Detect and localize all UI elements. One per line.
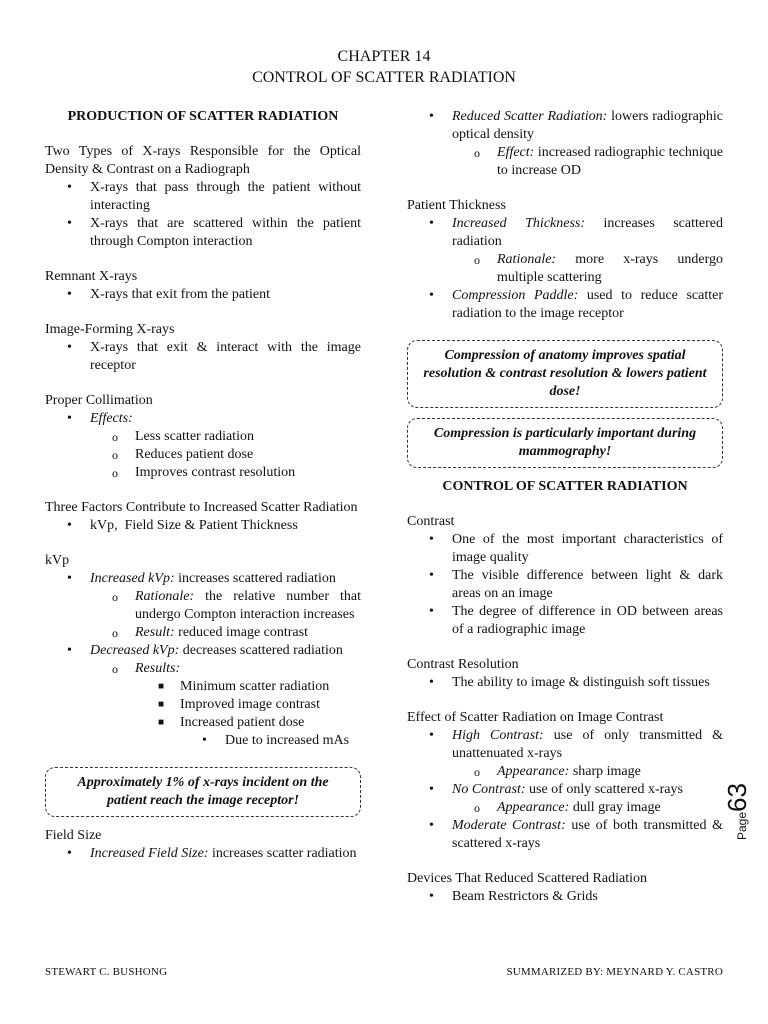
list-item: • Due to increased mAs [202, 733, 350, 748]
list-item: o Effect: increased radiographic technique to increase OD [474, 145, 723, 178]
page-number [722, 783, 752, 840]
list-item: • High Contrast: use of only transmitted & unattenuated x-rays [429, 728, 723, 761]
list-item: • Decreased kVp: decreases scattered radiation [67, 643, 343, 658]
page-header [0, 46, 768, 88]
list-item: • Compression Paddle: used to reduce scatter radiation to the image receptor [429, 288, 723, 321]
collimation-section [45, 392, 361, 482]
list-item: • Increased kVp: increases scattered radiation [67, 571, 336, 586]
list-item: o Result: reduced image contrast [112, 625, 308, 640]
section-heading-control: CONTROL OF SCATTER RADIATION [442, 479, 688, 494]
callout-box-compression: Compression of anatomy improves spatial resolution & contrast resolution & lowers patient dose! [407, 340, 723, 408]
left-column [45, 108, 361, 880]
devices-section [407, 870, 723, 906]
list-item: o Appearance: sharp image [474, 764, 641, 779]
list-item: • Reduced Scatter Radiation: lowers radiographic optical density [429, 109, 723, 142]
section-heading-production: PRODUCTION OF SCATTER RADIATION [67, 109, 339, 124]
right-column [407, 108, 723, 923]
three-factors-title: Three Factors Contribute to Increased Scatter Radiation [45, 500, 358, 515]
scatter-effect-title: Effect of Scatter Radiation on Image Contrast [407, 710, 664, 725]
footer-summarizer: SUMMARIZED BY: MEYNARD Y. CASTRO [506, 966, 723, 978]
collimation-title: Proper Collimation [45, 393, 153, 408]
chapter-title: CONTROL OF SCATTER RADIATION [252, 69, 516, 86]
list-item: • Increased Field Size: increases scatter radiation [67, 846, 357, 861]
callout-box-scatter-fraction: Approximately 1% of x-rays incident on the patient reach the image receptor! [45, 767, 361, 817]
field-size-title: Field Size [45, 828, 102, 843]
remnant-section [45, 268, 361, 304]
list-item: • The ability to image & distinguish soft tissues [429, 675, 710, 690]
list-item: • X-rays that exit from the patient [67, 287, 270, 302]
list-item: • Increased Thickness: increases scattered radiation [429, 216, 723, 249]
list-item: o Results: [112, 661, 181, 676]
list-item: • kVp, Field Size & Patient Thickness [67, 518, 298, 533]
kvp-section [45, 552, 361, 750]
three-factors-section [45, 499, 361, 535]
list-item: • Moderate Contrast: use of both transmitted & scattered x-rays [429, 818, 724, 851]
list-item: • Beam Restrictors & Grids [429, 889, 598, 904]
remnant-title: Remnant X-rays [45, 269, 138, 284]
list-item: • The visible difference between light & dark areas on an image [429, 568, 723, 601]
chapter-number: CHAPTER 14 [337, 48, 431, 65]
list-item: • One of the most important characteristics of image quality [429, 532, 723, 565]
two-types-section [45, 143, 361, 251]
list-item: o Reduces patient dose [112, 447, 254, 462]
image-forming-section [45, 321, 361, 375]
list-item: o Rationale: the relative number that undergo Compton interaction increases [112, 589, 361, 622]
list-item: o Appearance: dull gray image [474, 800, 661, 815]
list-item: o Improves contrast resolution [112, 465, 296, 480]
patient-thickness-title: Patient Thickness [407, 198, 506, 213]
devices-title: Devices That Reduced Scattered Radiation [407, 871, 647, 886]
list-item: • X-rays that pass through the patient without interacting [67, 180, 361, 213]
list-item: • X-rays that are scattered within the patient through Compton interaction [67, 216, 361, 249]
page-word: Page [735, 811, 749, 840]
image-forming-title: Image-Forming X-rays [45, 322, 175, 337]
list-item: • Effects: [67, 411, 133, 426]
list-item: ■ Minimum scatter radiation [158, 679, 330, 694]
contrast-section [407, 513, 723, 639]
contrast-resolution-title: Contrast Resolution [407, 657, 519, 672]
scatter-effect-section [407, 709, 723, 853]
list-item: • X-rays that exit & interact with the image receptor [67, 340, 361, 373]
kvp-title: kVp [45, 553, 70, 568]
list-item: o Less scatter radiation [112, 429, 254, 444]
list-item: ■ Improved image contrast [158, 697, 320, 712]
patient-thickness-section [407, 197, 723, 323]
two-types-title: Two Types of X-rays Responsible for the Optical Density & Contrast on a Radiograph [45, 144, 361, 177]
page-number-value: 63 [722, 783, 752, 812]
callout-box-mammography: Compression is particularly important during mammography! [407, 418, 723, 468]
list-item: • No Contrast: use of only scattered x-rays [429, 782, 683, 797]
contrast-title: Contrast [407, 514, 455, 529]
footer-author: STEWART C. BUSHONG [45, 966, 168, 978]
list-item: • The degree of difference in OD between areas of a radiographic image [429, 604, 723, 637]
list-item: o Rationale: more x-rays undergo multiple scattering [474, 252, 723, 285]
list-item: ■ Increased patient dose [158, 715, 305, 730]
contrast-resolution-section [407, 656, 723, 692]
field-size-section [45, 827, 361, 863]
reduced-scatter-section [407, 108, 723, 180]
